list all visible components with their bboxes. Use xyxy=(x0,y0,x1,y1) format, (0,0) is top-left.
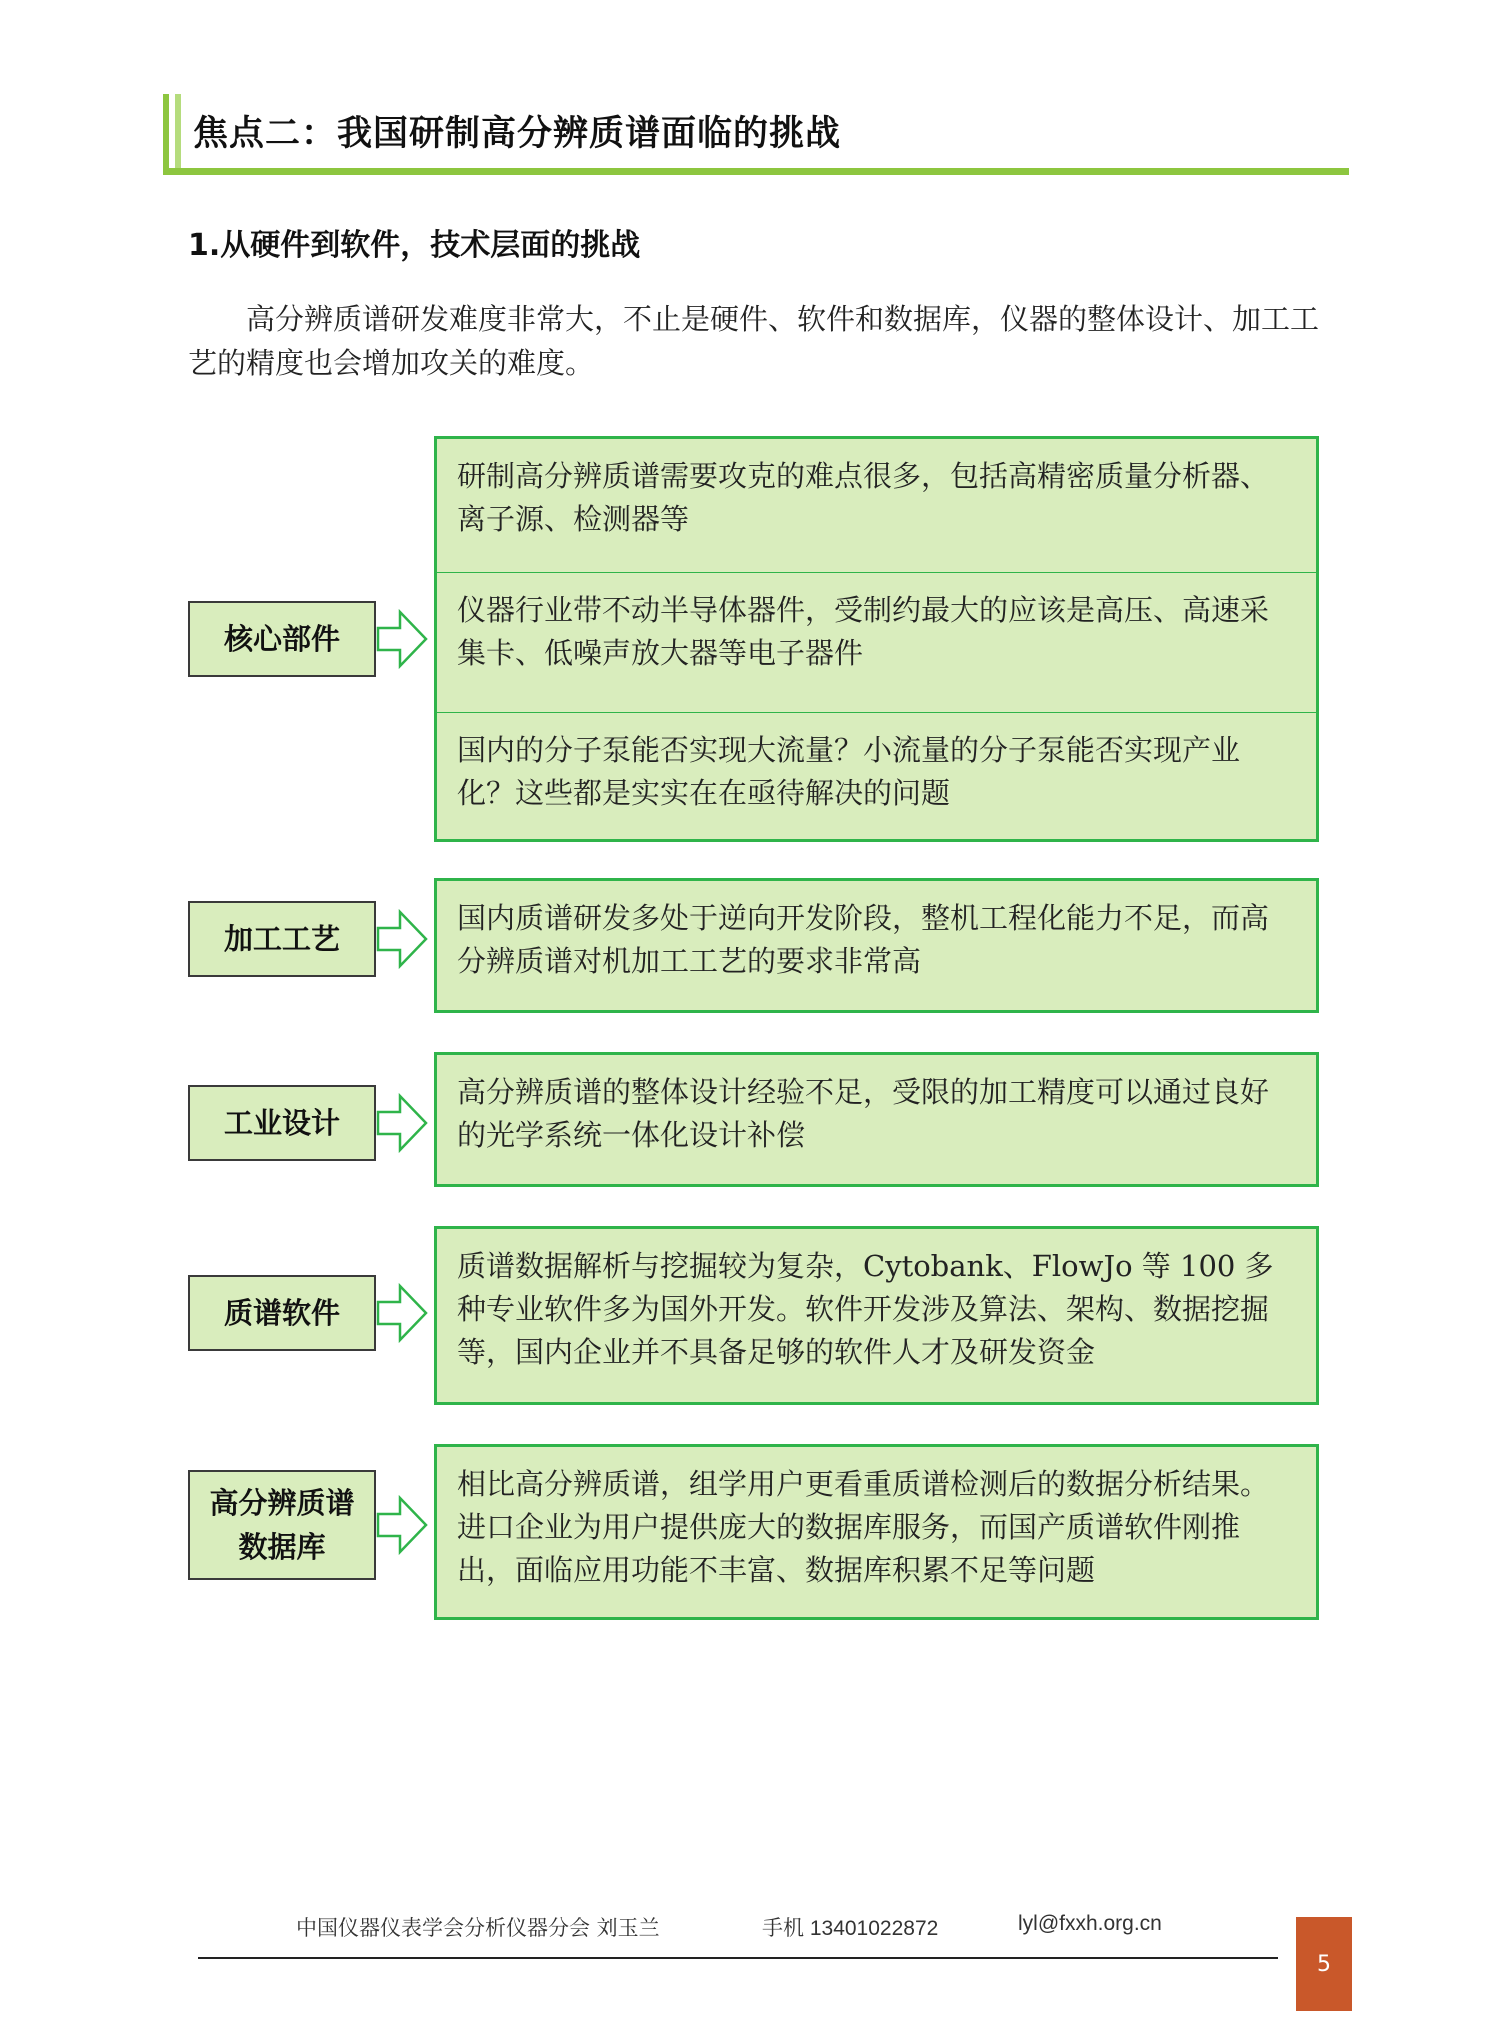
processing-box xyxy=(434,878,1319,1013)
processing-item: 国内质谱研发多处于逆向开发阶段，整机工程化能力不足，而高分辨质谱对机加工工艺的要求非常高 xyxy=(457,901,1270,978)
label-hrms-database: 高分辨质谱数据库 xyxy=(188,1470,376,1580)
hrms-database-item: 相比高分辨质谱，组学用户更看重质谱检测后的数据分析结果。进口企业为用户提供庞大的数据库服务，而国产质谱软件刚推出，面临应用功能不丰富、数据库积累不足等问题 xyxy=(457,1467,1270,1587)
section-header xyxy=(163,94,1349,174)
label-core-components: 核心部件 xyxy=(188,601,376,677)
core-item-3: 国内的分子泵能否实现大流量？小流量的分子泵能否实现产业化？这些都是实实在在亟待解决的问题 xyxy=(437,712,1316,839)
industrial-design-item: 高分辨质谱的整体设计经验不足，受限的加工精度可以通过良好的光学系统一体化设计补偿 xyxy=(457,1075,1270,1152)
arrow-right-icon xyxy=(376,909,428,969)
ms-software-box xyxy=(434,1226,1319,1405)
footer-phone: 手机 13401022872 xyxy=(762,1917,939,1940)
industrial-design-box xyxy=(434,1052,1319,1187)
core-components-box xyxy=(434,436,1319,842)
core-item-2: 仪器行业带不动半导体器件，受制约最大的应该是高压、高速采集卡、低噪声放大器等电子器件 xyxy=(437,572,1316,712)
arrow-right-icon xyxy=(376,609,428,669)
hrms-database-box xyxy=(434,1444,1319,1620)
ms-software-item: 质谱数据解析与挖掘较为复杂，Cytobank、FlowJo 等 100 多种专业软件多为国外开发。软件开发涉及算法、架构、数据挖掘等，国内企业并不具备足够的软件人才及研发资金 xyxy=(457,1249,1274,1369)
arrow-right-icon xyxy=(376,1093,428,1153)
label-processing: 加工工艺 xyxy=(188,901,376,977)
footer-email[interactable]: lyl@fxxh.org.cn xyxy=(1018,1912,1162,1935)
intro-paragraph: 高分辨质谱研发难度非常大，不止是硬件、软件和数据库，仪器的整体设计、加工工艺的精度也会增加攻关的难度。 xyxy=(188,302,1320,380)
label-ms-software: 质谱软件 xyxy=(188,1275,376,1351)
arrow-right-icon xyxy=(376,1283,428,1343)
footer-divider xyxy=(198,1957,1278,1959)
header-accent-bar xyxy=(175,94,181,174)
sub-heading: 1.从硬件到软件，技术层面的挑战 xyxy=(188,228,641,263)
label-industrial-design: 工业设计 xyxy=(188,1085,376,1161)
section-title: 焦点二：我国研制高分辨质谱面临的挑战 xyxy=(193,114,842,154)
core-item-1: 研制高分辨质谱需要攻克的难点很多，包括高精密质量分析器、离子源、检测器等 xyxy=(457,459,1270,536)
header-underline xyxy=(163,168,1349,175)
arrow-right-icon xyxy=(376,1495,428,1555)
footer-org: 中国仪器仪表学会分析仪器分会 刘玉兰 xyxy=(296,1916,660,1940)
page-number: 5 xyxy=(1296,1917,1352,2011)
